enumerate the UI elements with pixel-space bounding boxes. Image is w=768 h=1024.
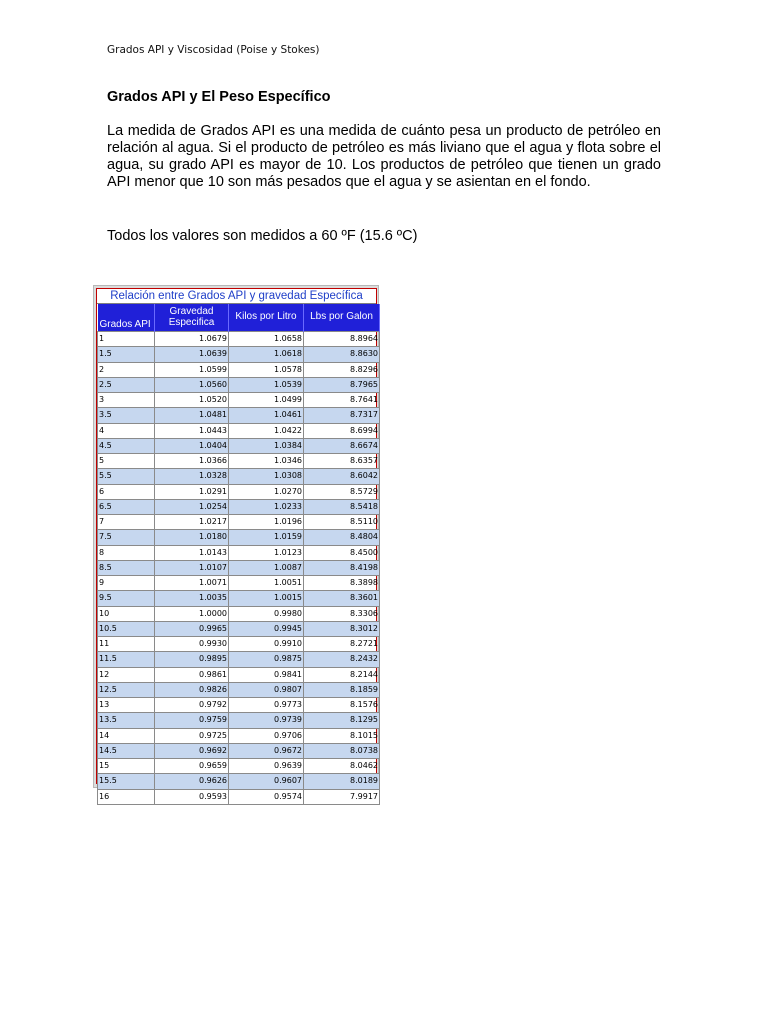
cell-lbs-galon: 8.4198 xyxy=(304,560,380,575)
cell-lbs-galon: 8.8296 xyxy=(304,362,380,377)
cell-grados-api: 10 xyxy=(98,606,155,621)
cell-grados-api: 8 xyxy=(98,545,155,560)
cell-gravedad: 0.9826 xyxy=(155,682,229,697)
cell-kilos-litro: 1.0123 xyxy=(229,545,304,560)
cell-grados-api: 4 xyxy=(98,423,155,438)
cell-kilos-litro: 0.9875 xyxy=(229,652,304,667)
table-row xyxy=(98,682,380,697)
cell-grados-api: 14.5 xyxy=(98,743,155,758)
table-row xyxy=(98,332,380,347)
cell-lbs-galon: 8.4804 xyxy=(304,530,380,545)
cell-kilos-litro: 0.9841 xyxy=(229,667,304,682)
cell-lbs-galon: 8.2144 xyxy=(304,667,380,682)
cell-lbs-galon: 8.1015 xyxy=(304,728,380,743)
cell-lbs-galon: 8.2721 xyxy=(304,637,380,652)
cell-gravedad: 1.0107 xyxy=(155,560,229,575)
table-row xyxy=(98,759,380,774)
table-row xyxy=(98,347,380,362)
cell-grados-api: 3.5 xyxy=(98,408,155,423)
cell-kilos-litro: 1.0658 xyxy=(229,332,304,347)
cell-lbs-galon: 8.3601 xyxy=(304,591,380,606)
cell-lbs-galon: 8.5110 xyxy=(304,515,380,530)
cell-lbs-galon: 8.8964 xyxy=(304,332,380,347)
cell-gravedad: 1.0328 xyxy=(155,469,229,484)
cell-lbs-galon: 8.8630 xyxy=(304,347,380,362)
cell-lbs-galon: 8.5418 xyxy=(304,499,380,514)
cell-lbs-galon: 8.6674 xyxy=(304,438,380,453)
cell-grados-api: 4.5 xyxy=(98,438,155,453)
cell-kilos-litro: 1.0233 xyxy=(229,499,304,514)
table-row xyxy=(98,743,380,758)
table-row xyxy=(98,484,380,499)
cell-gravedad: 1.0639 xyxy=(155,347,229,362)
cell-grados-api: 12 xyxy=(98,667,155,682)
table-row xyxy=(98,469,380,484)
cell-lbs-galon: 8.6357 xyxy=(304,454,380,469)
cell-lbs-galon: 8.2432 xyxy=(304,652,380,667)
cell-kilos-litro: 0.9739 xyxy=(229,713,304,728)
cell-kilos-litro: 1.0196 xyxy=(229,515,304,530)
cell-grados-api: 8.5 xyxy=(98,560,155,575)
cell-lbs-galon: 8.7641 xyxy=(304,393,380,408)
cell-grados-api: 9.5 xyxy=(98,591,155,606)
table-row xyxy=(98,438,380,453)
cell-gravedad: 1.0560 xyxy=(155,377,229,392)
body-paragraph: La medida de Grados API es una medida de cuánto pesa un producto de petróleo en relación al agua. Si el producto de petróleo es más liviano que el agua y flota sobre el agua, su grado API es mayor de 10. Los productos de petróleo que tienen un grado API menor que 10 son más pesados que el agua y se asientan en el fondo. xyxy=(107,123,661,190)
cell-kilos-litro: 0.9945 xyxy=(229,621,304,636)
table-row xyxy=(98,652,380,667)
cell-gravedad: 1.0180 xyxy=(155,530,229,545)
cell-lbs-galon: 8.3012 xyxy=(304,621,380,636)
table-row xyxy=(98,530,380,545)
cell-gravedad: 1.0143 xyxy=(155,545,229,560)
cell-kilos-litro: 1.0015 xyxy=(229,591,304,606)
table-header-row xyxy=(98,304,380,332)
cell-grados-api: 10.5 xyxy=(98,621,155,636)
cell-lbs-galon: 8.3306 xyxy=(304,606,380,621)
table-row xyxy=(98,591,380,606)
cell-kilos-litro: 1.0461 xyxy=(229,408,304,423)
cell-gravedad: 1.0443 xyxy=(155,423,229,438)
cell-grados-api: 3 xyxy=(98,393,155,408)
cell-grados-api: 15 xyxy=(98,759,155,774)
cell-kilos-litro: 1.0539 xyxy=(229,377,304,392)
cell-lbs-galon: 8.7317 xyxy=(304,408,380,423)
cell-grados-api: 11 xyxy=(98,637,155,652)
table-row xyxy=(98,606,380,621)
cell-kilos-litro: 1.0384 xyxy=(229,438,304,453)
cell-lbs-galon: 8.5729 xyxy=(304,484,380,499)
cell-lbs-galon: 8.6042 xyxy=(304,469,380,484)
cell-grados-api: 13 xyxy=(98,698,155,713)
cell-gravedad: 1.0291 xyxy=(155,484,229,499)
cell-kilos-litro: 1.0159 xyxy=(229,530,304,545)
cell-grados-api: 7 xyxy=(98,515,155,530)
cell-gravedad: 1.0481 xyxy=(155,408,229,423)
cell-gravedad: 0.9930 xyxy=(155,637,229,652)
cell-grados-api: 2 xyxy=(98,362,155,377)
measurement-note: Todos los valores son medidos a 60 ºF (15.6 ºC) xyxy=(107,228,418,244)
cell-kilos-litro: 1.0618 xyxy=(229,347,304,362)
header-grados-api: Grados API xyxy=(98,304,155,332)
cell-gravedad: 0.9792 xyxy=(155,698,229,713)
header-kilos-por-litro: Kilos por Litro xyxy=(229,304,304,332)
cell-grados-api: 5 xyxy=(98,454,155,469)
table-row xyxy=(98,637,380,652)
header-lbs-por-galon: Lbs por Galon xyxy=(304,304,380,332)
cell-gravedad: 0.9759 xyxy=(155,713,229,728)
cell-gravedad: 0.9861 xyxy=(155,667,229,682)
table-row xyxy=(98,698,380,713)
cell-grados-api: 7.5 xyxy=(98,530,155,545)
cell-grados-api: 1 xyxy=(98,332,155,347)
cell-grados-api: 2.5 xyxy=(98,377,155,392)
table-row xyxy=(98,454,380,469)
cell-kilos-litro: 1.0499 xyxy=(229,393,304,408)
table-body xyxy=(98,332,380,805)
cell-grados-api: 5.5 xyxy=(98,469,155,484)
table-row xyxy=(98,545,380,560)
cell-lbs-galon: 8.3898 xyxy=(304,576,380,591)
cell-lbs-galon: 8.4500 xyxy=(304,545,380,560)
cell-kilos-litro: 0.9807 xyxy=(229,682,304,697)
cell-gravedad: 1.0520 xyxy=(155,393,229,408)
table-row xyxy=(98,774,380,789)
cell-gravedad: 0.9895 xyxy=(155,652,229,667)
cell-kilos-litro: 1.0051 xyxy=(229,576,304,591)
cell-gravedad: 0.9692 xyxy=(155,743,229,758)
table-row xyxy=(98,621,380,636)
table-row xyxy=(98,713,380,728)
cell-kilos-litro: 0.9980 xyxy=(229,606,304,621)
cell-kilos-litro: 0.9639 xyxy=(229,759,304,774)
cell-grados-api: 6 xyxy=(98,484,155,499)
cell-lbs-galon: 7.9917 xyxy=(304,789,380,804)
cell-kilos-litro: 1.0578 xyxy=(229,362,304,377)
running-header: Grados API y Viscosidad (Poise y Stokes) xyxy=(107,44,320,56)
table-row xyxy=(98,560,380,575)
table-row xyxy=(98,423,380,438)
cell-kilos-litro: 0.9706 xyxy=(229,728,304,743)
cell-lbs-galon: 8.1859 xyxy=(304,682,380,697)
cell-grados-api: 6.5 xyxy=(98,499,155,514)
cell-kilos-litro: 0.9910 xyxy=(229,637,304,652)
table-row xyxy=(98,499,380,514)
cell-kilos-litro: 1.0346 xyxy=(229,454,304,469)
table-caption: Relación entre Grados API y gravedad Específica xyxy=(97,289,376,304)
cell-kilos-litro: 1.0308 xyxy=(229,469,304,484)
header-gravedad-especifica: Gravedad Especifica xyxy=(155,304,229,332)
cell-gravedad: 1.0035 xyxy=(155,591,229,606)
cell-lbs-galon: 8.7965 xyxy=(304,377,380,392)
cell-gravedad: 0.9593 xyxy=(155,789,229,804)
api-table-box xyxy=(96,288,378,801)
cell-grados-api: 9 xyxy=(98,576,155,591)
table-row xyxy=(98,789,380,804)
cell-kilos-litro: 0.9672 xyxy=(229,743,304,758)
cell-grados-api: 14 xyxy=(98,728,155,743)
cell-gravedad: 1.0404 xyxy=(155,438,229,453)
cell-gravedad: 0.9965 xyxy=(155,621,229,636)
table-row xyxy=(98,728,380,743)
cell-gravedad: 1.0599 xyxy=(155,362,229,377)
cell-gravedad: 0.9659 xyxy=(155,759,229,774)
cell-lbs-galon: 8.0189 xyxy=(304,774,380,789)
table-row xyxy=(98,515,380,530)
cell-gravedad: 1.0071 xyxy=(155,576,229,591)
table-row xyxy=(98,576,380,591)
cell-grados-api: 13.5 xyxy=(98,713,155,728)
cell-lbs-galon: 8.1576 xyxy=(304,698,380,713)
table-row xyxy=(98,377,380,392)
api-gravity-table xyxy=(97,304,380,805)
cell-gravedad: 1.0679 xyxy=(155,332,229,347)
cell-lbs-galon: 8.6994 xyxy=(304,423,380,438)
table-row xyxy=(98,362,380,377)
section-title: Grados API y El Peso Específico xyxy=(107,89,331,105)
cell-kilos-litro: 0.9574 xyxy=(229,789,304,804)
cell-gravedad: 0.9725 xyxy=(155,728,229,743)
table-row xyxy=(98,393,380,408)
table-row xyxy=(98,408,380,423)
cell-gravedad: 0.9626 xyxy=(155,774,229,789)
cell-grados-api: 16 xyxy=(98,789,155,804)
table-frame xyxy=(93,285,379,801)
cell-gravedad: 1.0254 xyxy=(155,499,229,514)
cell-grados-api: 12.5 xyxy=(98,682,155,697)
cell-kilos-litro: 1.0422 xyxy=(229,423,304,438)
cell-gravedad: 1.0366 xyxy=(155,454,229,469)
cell-gravedad: 1.0217 xyxy=(155,515,229,530)
cell-kilos-litro: 0.9773 xyxy=(229,698,304,713)
cell-grados-api: 11.5 xyxy=(98,652,155,667)
cell-grados-api: 15.5 xyxy=(98,774,155,789)
cell-kilos-litro: 0.9607 xyxy=(229,774,304,789)
cell-kilos-litro: 1.0270 xyxy=(229,484,304,499)
cell-grados-api: 1.5 xyxy=(98,347,155,362)
cell-lbs-galon: 8.1295 xyxy=(304,713,380,728)
cell-lbs-galon: 8.0738 xyxy=(304,743,380,758)
table-row xyxy=(98,667,380,682)
cell-kilos-litro: 1.0087 xyxy=(229,560,304,575)
cell-lbs-galon: 8.0462 xyxy=(304,759,380,774)
cell-gravedad: 1.0000 xyxy=(155,606,229,621)
